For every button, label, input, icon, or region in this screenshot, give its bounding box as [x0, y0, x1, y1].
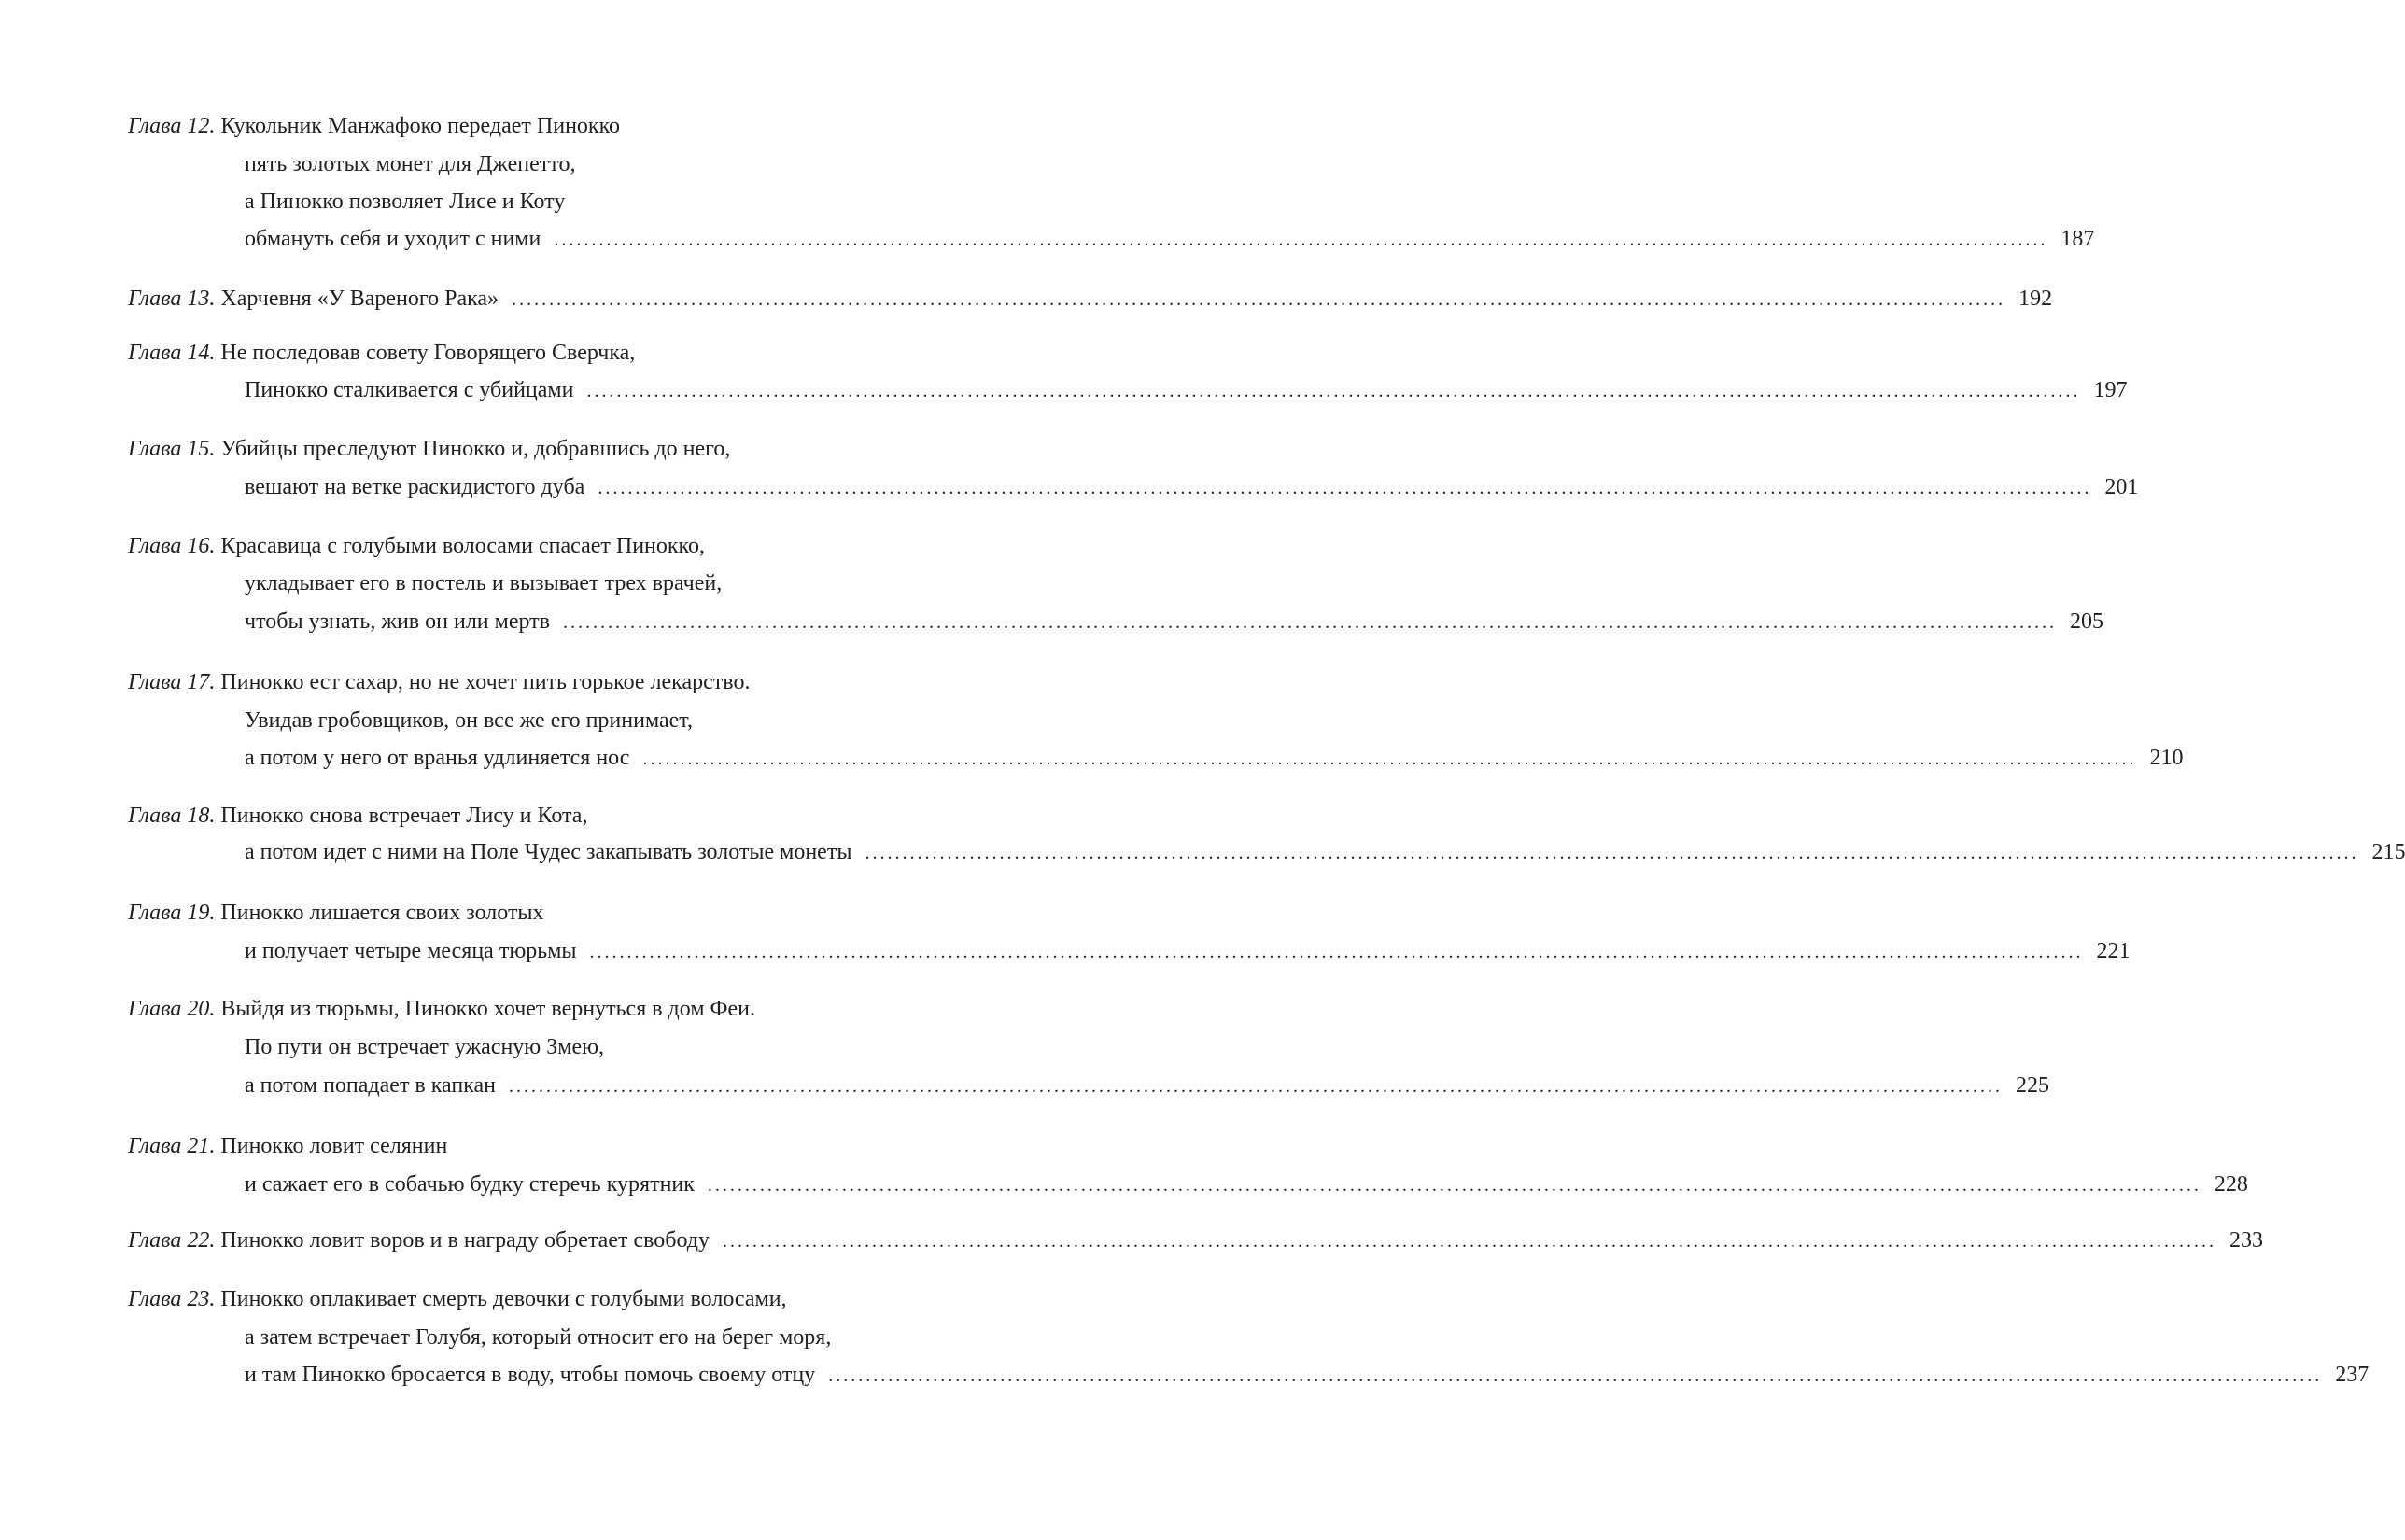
- toc-entry-first-line: [128, 107, 620, 145]
- chapter-title-end: а потом попадает в капкан: [245, 1073, 497, 1098]
- chapter-label: Глава 17.: [128, 670, 216, 694]
- toc-entry-continuation: а Пинокко позволяет Лисе и Коту: [245, 189, 566, 214]
- dot-leader: ........................................................................................................................................................................................................: [509, 1076, 2004, 1097]
- toc-entry-last-line: [245, 603, 2103, 640]
- chapter-title-end: а потом идет с ними на Поле Чудес закапывать золотые монеты: [245, 840, 852, 864]
- chapter-label: Глава 21.: [128, 1134, 216, 1158]
- toc-entry-last-line: [245, 1166, 2248, 1203]
- toc-entry-first-line: [128, 334, 635, 371]
- page-number: 225: [2016, 1073, 2050, 1098]
- chapter-title-end: и там Пинокко бросается в воду, чтобы помочь своему отцу: [245, 1363, 816, 1387]
- chapter-label: Глава 14.: [128, 341, 216, 365]
- page-number: 205: [2069, 609, 2103, 634]
- toc-entry-continuation: укладывает его в постель и вызывает трех врачей,: [245, 571, 723, 595]
- dot-leader: ........................................................................................................................................................................................................: [554, 230, 2048, 250]
- page-number: 197: [2093, 378, 2128, 402]
- toc-entry-first-line: [128, 1281, 787, 1318]
- page-number: 228: [2214, 1172, 2248, 1197]
- chapter-title: Харчевня «У Вареного Рака»: [220, 287, 499, 311]
- toc-entry-continuation: а затем встречает Голубя, который относит его на берег моря,: [245, 1325, 832, 1350]
- chapter-title: Пинокко оплакивает смерть девочки с голубыми волосами,: [220, 1287, 787, 1311]
- dot-leader: ........................................................................................................................................................................................................: [723, 1231, 2217, 1252]
- dot-leader: ........................................................................................................................................................................................................: [642, 749, 2137, 769]
- toc-entry-first-line: [128, 664, 750, 701]
- chapter-title: Пинокко ловит селянин: [220, 1134, 448, 1158]
- chapter-title: Пинокко лишается своих золотых: [220, 901, 544, 925]
- page-number: 210: [2149, 746, 2184, 770]
- chapter-label: Глава 18.: [128, 804, 216, 828]
- page-number: 215: [2371, 840, 2405, 864]
- toc-entry-first-line: [128, 280, 2053, 317]
- dot-leader: ........................................................................................................................................................................................................: [707, 1175, 2201, 1196]
- toc-entry-last-line: [245, 739, 2184, 777]
- dot-leader: ........................................................................................................................................................................................................: [865, 843, 2359, 863]
- chapter-title-end: и получает четыре месяца тюрьмы: [245, 939, 577, 963]
- toc-entry-continuation: пять золотых монет для Джепетто,: [245, 152, 576, 176]
- toc-entry-last-line: [245, 932, 2131, 970]
- page-number: 237: [2335, 1363, 2370, 1387]
- toc-entry-continuation: По пути он встречает ужасную Змею,: [245, 1035, 605, 1059]
- chapter-title: Красавица с голубыми волосами спасает Пинокко,: [220, 534, 705, 558]
- toc-entry-last-line: [245, 469, 2139, 506]
- chapter-title: Убийцы преследуют Пинокко и, добравшись до него,: [220, 437, 731, 461]
- chapter-title-end: чтобы узнать, жив он или мертв: [245, 609, 550, 634]
- dot-leader: ........................................................................................................................................................................................................: [562, 612, 2057, 633]
- toc-entry-first-line: [128, 430, 730, 468]
- toc-entry-first-line: [128, 1127, 447, 1165]
- toc-entry-last-line: [245, 833, 2405, 871]
- toc-entry-first-line: [128, 894, 544, 931]
- chapter-title-end: а потом у него от вранья удлиняется нос: [245, 746, 630, 770]
- dot-leader: ........................................................................................................................................................................................................: [512, 289, 2006, 310]
- chapter-title-end: вешают на ветке раскидистого дуба: [245, 475, 585, 499]
- chapter-title: Пинокко ловит воров и в награду обретает свободу: [220, 1228, 710, 1253]
- toc-entry-first-line: [128, 1222, 2264, 1259]
- page-number: 201: [2104, 475, 2139, 499]
- chapter-label: Глава 20.: [128, 997, 216, 1021]
- chapter-label: Глава 16.: [128, 534, 216, 558]
- toc-entry-first-line: [128, 527, 705, 565]
- chapter-label: Глава 23.: [128, 1287, 216, 1311]
- chapter-label: Глава 19.: [128, 901, 216, 925]
- page-number: 192: [2018, 287, 2053, 311]
- chapter-title: Пинокко ест сахар, но не хочет пить горькое лекарство.: [220, 670, 751, 694]
- page-number: 187: [2060, 227, 2095, 251]
- toc-entry-last-line: [245, 220, 2095, 258]
- toc-entry-continuation: Увидав гробовщиков, он все же его принимает,: [245, 708, 693, 733]
- dot-leader: ........................................................................................................................................................................................................: [586, 381, 2081, 401]
- chapter-label: Глава 13.: [128, 287, 216, 311]
- chapter-label: Глава 22.: [128, 1228, 216, 1253]
- dot-leader: ........................................................................................................................................................................................................: [828, 1365, 2323, 1386]
- chapter-title-end: Пинокко сталкивается с убийцами: [245, 378, 574, 402]
- page-number: 221: [2096, 939, 2131, 963]
- chapter-title: Кукольник Манжафоко передает Пинокко: [220, 114, 621, 138]
- toc-entry-last-line: [245, 371, 2128, 409]
- chapter-label: Глава 15.: [128, 437, 216, 461]
- chapter-title: Выйдя из тюрьмы, Пинокко хочет вернуться в дом Феи.: [220, 997, 755, 1021]
- toc-entry-first-line: [128, 990, 755, 1028]
- page-number: 233: [2229, 1228, 2264, 1253]
- chapter-title: Не последовав совету Говорящего Сверчка,: [220, 341, 636, 365]
- chapter-title-end: обмануть себя и уходит с ними: [245, 227, 541, 251]
- chapter-title-end: и сажает его в собачью будку стеречь курятник: [245, 1172, 695, 1197]
- chapter-title: Пинокко снова встречает Лису и Кота,: [220, 804, 588, 828]
- dot-leader: ........................................................................................................................................................................................................: [589, 942, 2084, 962]
- chapter-label: Глава 12.: [128, 114, 216, 138]
- toc-entry-first-line: [128, 797, 587, 834]
- toc-entry-last-line: [245, 1067, 2050, 1104]
- toc-entry-last-line: [245, 1356, 2370, 1393]
- dot-leader: ........................................................................................................................................................................................................: [598, 478, 2092, 498]
